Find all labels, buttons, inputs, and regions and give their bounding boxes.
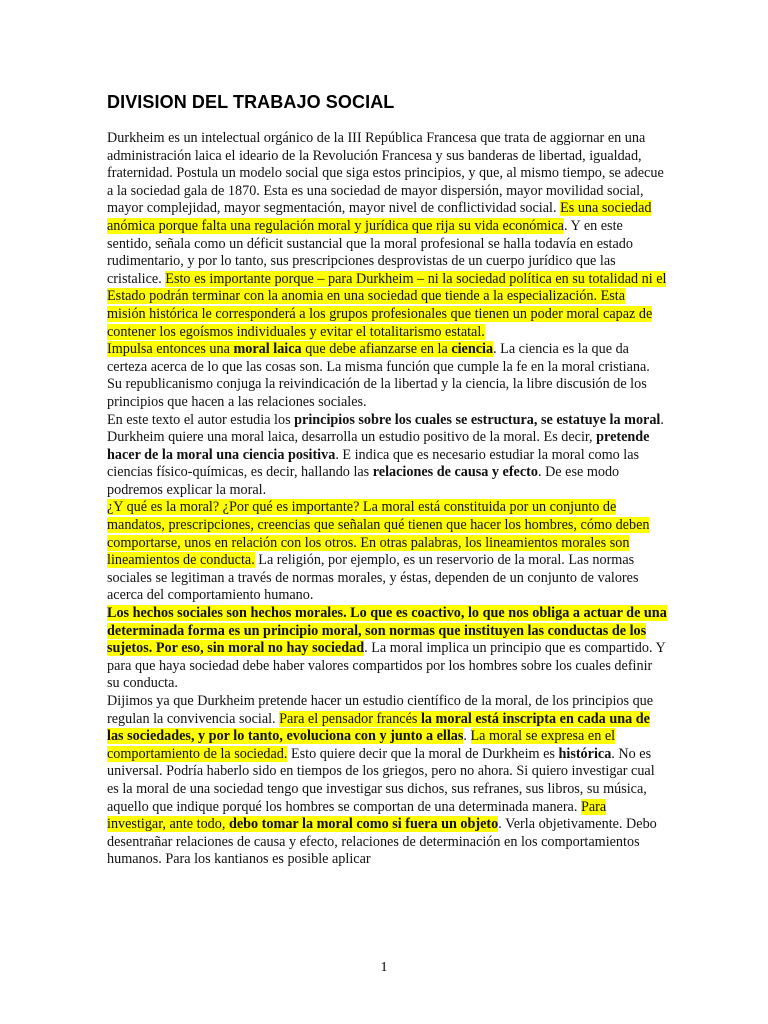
text-run: . Durkheim quiere una moral laica, desarrolla un estudio positivo de la moral. Es decir, [107, 411, 664, 446]
highlighted-text: la moral está inscripta en cada una de las sociedades, y por lo tanto, evoluciona con y junto a ellas [107, 710, 650, 745]
text-run: En este texto el autor estudia los [107, 411, 295, 428]
text-run: relaciones de causa y efecto [372, 464, 538, 481]
text-run: . [463, 728, 471, 745]
highlighted-text: ciencia [451, 341, 494, 358]
text-run: Dijimos ya que Durkheim pretende hacer un estudio científico de la moral, de los principios que regulan la convivencia social. [107, 693, 654, 727]
highlighted-text: que debe afianzarse en la [301, 341, 452, 358]
highlighted-text: Es una sociedad anómica porque falta una regulación moral y jurídica que rija su vida económica [107, 200, 652, 234]
text-run: principios sobre los cuales se estructura, se estatuye la moral [294, 411, 661, 428]
highlighted-text: Esto es importante porque – para Durkheim – ni la sociedad política en su totalidad ni el Estado podrán terminar con la anomia en una sociedad que tiende a la especialización. Esta misión histórica le corresponderá a los grupos profesionales que tienen un poder moral capaz de contener los egoísmos individuales y evitar el totalitarismo estatal. [107, 270, 667, 340]
text-run: La religión, por ejemplo, es un reservorio de la moral. Las normas sociales se legitiman a través de normas morales, y éstas, dependen de un conjunto de valores acerca del comportamiento humano. [107, 552, 639, 604]
text-run: Durkheim es un intelectual orgánico de la III República Francesa que trata de aggiornar en una administración laica el ideario de la Revolución Francesa y sus banderas de libertad, igualdad, fraternidad. Postula un modelo social que siga estos principios, y que, al mismo tiempo, se adecue a la sociedad gala de 1870. Esta es una sociedad de mayor dispersión, mayor movilidad social, mayor complejidad, mayor segmentación, mayor nivel de conflictividad social. [107, 130, 664, 217]
document-title: DIVISION DEL TRABAJO SOCIAL [107, 92, 395, 112]
paragraph [107, 341, 667, 411]
text-run: . No es universal. Podría haberlo sido en tiempos de los griegos, pero no ahora. Si quiero investigar cual es la moral de una sociedad tengo que investigar sus dichos, sus refranes, sus libros, su música, aquello que indique porqué los hombres se comportan de una determinada manera. [107, 745, 655, 815]
text-run: pretende hacer de la moral una ciencia positiva [107, 429, 650, 463]
text-run: . De ese modo podremos explicar la moral. [107, 464, 620, 498]
text-run: histórica [558, 745, 612, 762]
highlighted-text: ¿Y qué es la moral? ¿Por qué es importante? La moral está constituida por un conjunto de mandatos, prescripciones, creencias que señalan qué tienen que hacer los hombres, cómo deben comportarse, unos en relación con los otros. En otras palabras, los lineamientos morales son lineamientos de conducta. [107, 499, 650, 569]
paragraph [107, 605, 667, 693]
highlighted-text: La moral se expresa en el comportamiento de la sociedad. [107, 728, 616, 762]
highlighted-text: Para investigar, ante todo, [107, 798, 607, 833]
text-run: . Verla objetivamente. Debo desentrañar relaciones de causa y efecto, relaciones de determinación en los comportamientos humanos. Para los kantianos es posible aplicar [107, 816, 657, 868]
highlighted-text: Impulsa entonces una [107, 341, 234, 358]
text-run: . E indica que es necesario estudiar la moral como las ciencias físico-químicas, es decir, hallando las [107, 446, 640, 481]
highlighted-text: Para el pensador francés [279, 710, 421, 727]
highlighted-text: debo tomar la moral como si fuera un objeto [228, 816, 499, 833]
paragraph [107, 130, 667, 341]
paragraph [107, 412, 667, 500]
text-run: . La ciencia es la que da certeza acerca de lo que las cosas son. La misma función que cumple la fe en la moral cristiana. Su republicanismo conjuga la reivindicación de la libertad y la ciencia, la libre discusión de los principios que hacen a las relaciones sociales. [107, 341, 650, 410]
highlighted-text: moral laica [233, 341, 302, 358]
text-run: . Y en este sentido, señala como un déficit sustancial que la moral profesional se halla todavía en estado rudimentario, y por lo tanto, sus prescripciones desprovistas de un cuerpo jurídico que las cristalice. [107, 217, 633, 287]
text-run: Esto quiere decir que la moral de Durkheim es [287, 745, 559, 762]
highlighted-text: Los hechos sociales son hechos morales. Lo que es coactivo, lo que nos obliga a actuar de una determinada forma es un principio moral, son normas que instituyen las conductas de los sujetos. Por eso, sin moral no hay sociedad [107, 605, 667, 657]
paragraph [107, 693, 667, 869]
page-number: 1 [380, 960, 388, 975]
text-run: . La moral implica un principio que es compartido. Y para que haya sociedad debe haber valores compartidos por los hombres sobre los cuales definir su conducta. [107, 640, 666, 692]
document-body [107, 130, 667, 869]
paragraph [107, 499, 667, 605]
